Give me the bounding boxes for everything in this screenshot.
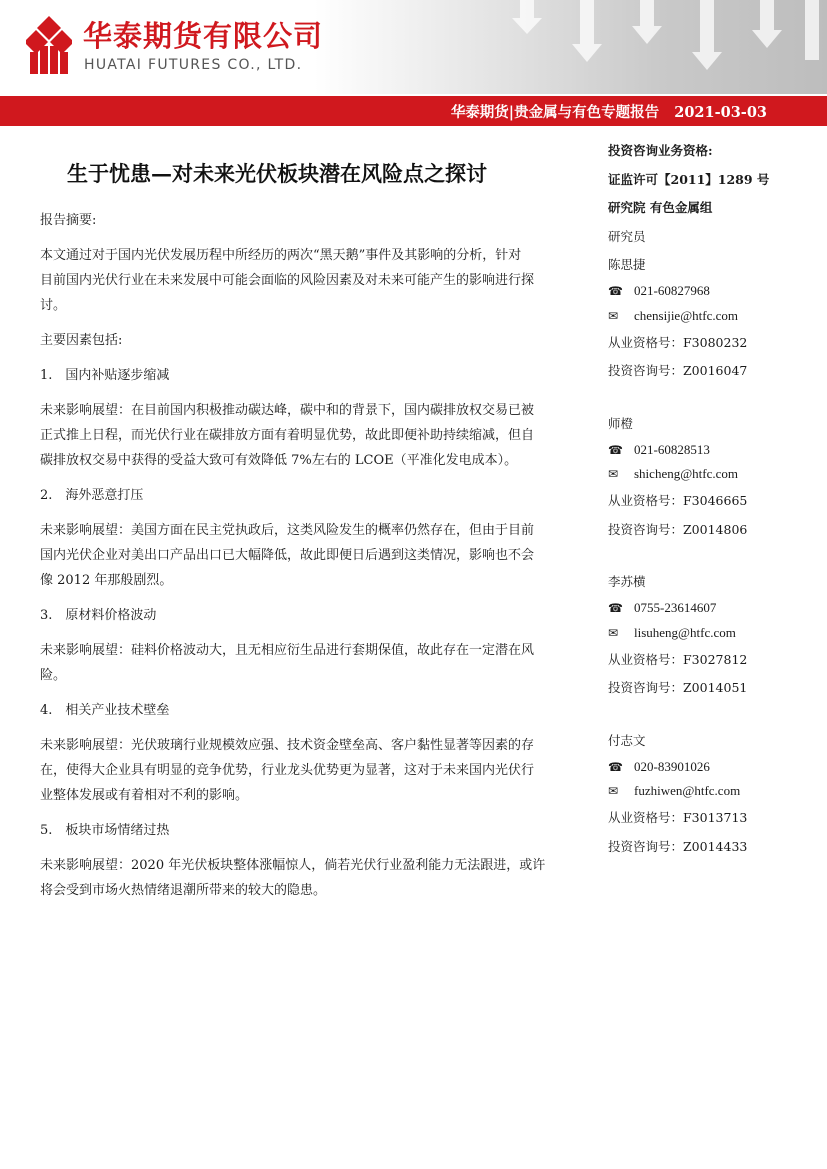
factors-label: 主要因素包括: — [40, 333, 123, 348]
analyst-email[interactable]: ✉ shicheng@htfc.com — [608, 466, 739, 481]
analyst-email[interactable]: ✉ chensijie@htfc.com — [608, 308, 739, 323]
section-line: 未来影响展望：在目前国内积极推动碳达峰，碳中和的背景下，国内碳排放权交易已被 — [40, 403, 535, 418]
analyst-phone: ☎ 021-60827968 — [608, 283, 710, 298]
section-line: 未来影响展望：硅料价格波动大，且无相应衍生品进行套期保值，故此存在一定潜在风 — [40, 643, 535, 658]
report-body — [40, 208, 595, 903]
analyst-name: 李苏横 — [608, 574, 646, 589]
report-date: 2021-03-03 — [674, 104, 767, 121]
analyst-email[interactable]: ✉ fuzhiwen@htfc.com — [608, 783, 741, 798]
section-line: 国内光伏企业对美出口产品出口已大幅降低，故此即便日后遇到这类情况，影响也不会 — [40, 548, 535, 563]
section-heading: 4. 相关产业技术壁垒 — [40, 703, 170, 718]
analyst-name: 师橙 — [608, 416, 634, 431]
phone-icon: ☎ — [608, 601, 623, 615]
analyst-cert: 从业资格号：F3046665 — [608, 493, 748, 508]
mail-icon: ✉ — [608, 626, 619, 640]
mail-icon: ✉ — [608, 784, 619, 798]
analyst-cert: 从业资格号：F3080232 — [608, 335, 748, 350]
analyst-consult: 投资咨询号：Z0016047 — [608, 363, 748, 378]
section-heading: 1. 国内补贴逐步缩减 — [40, 368, 170, 383]
company-name-cn: 华泰期货有限公司 — [83, 19, 324, 53]
section-line: 正式推上日程，而光伏行业在碳排放方面有着明显优势，故此即便补助持续缩减，但自 — [40, 428, 535, 443]
section-heading: 3. 原材料价格波动 — [40, 608, 157, 623]
phone-icon: ☎ — [608, 443, 623, 457]
analyst-email[interactable]: ✉ lisuheng@htfc.com — [608, 625, 736, 640]
analyst-phone: ☎ 020-83901026 — [608, 759, 710, 774]
section-heading: 5. 板块市场情绪过热 — [40, 823, 170, 838]
analyst-consult: 投资咨询号：Z0014051 — [608, 680, 748, 695]
company-name-en: HUATAI FUTURES CO., LTD. — [84, 57, 303, 73]
section-line: 碳排放权交易中获得的受益大致可有效降低 7%左右的 LCOE（平准化发电成本）。 — [40, 453, 518, 468]
intro-line: 本文通过对于国内光伏发展历程中所经历的两次“黑天鹅”事件及其影响的分析，针对 — [40, 248, 522, 263]
report-type-label — [451, 101, 767, 122]
report-category: 华泰期货|贵金属与有色专题报告 — [450, 104, 660, 121]
huatai-logo-icon — [26, 16, 72, 74]
section-line: 未来影响展望：光伏玻璃行业规模效应强、技术资金壁垒高、客户黏性显著等因素的存 — [40, 738, 535, 753]
phone-icon: ☎ — [608, 284, 623, 298]
analyst-name: 付志文 — [608, 733, 646, 748]
role-label: 研究员 — [608, 229, 646, 244]
license-number: 证监许可【2011】1289 号 — [608, 172, 770, 187]
section-line: 将会受到市场火热情绪退潮所带来的较大的隐患。 — [40, 883, 327, 898]
section-line: 未来影响展望：美国方面在民主党执政后，这类风险发生的概率仍然存在，但由于目前 — [40, 523, 535, 538]
analyst-consult: 投资咨询号：Z0014806 — [608, 522, 748, 537]
analyst-phone: ☎ 021-60828513 — [608, 442, 710, 457]
qualification-title: 投资咨询业务资格: — [608, 143, 713, 158]
mail-icon: ✉ — [608, 467, 619, 481]
phone-icon: ☎ — [608, 760, 623, 774]
analyst-phone: ☎ 0755-23614607 — [608, 600, 717, 615]
report-type-bar — [0, 96, 827, 126]
report-title: 生于忧患—对未来光伏板块潜在风险点之探讨 — [67, 161, 487, 186]
analyst-consult: 投资咨询号：Z0014433 — [608, 839, 748, 854]
page-header — [0, 0, 827, 94]
analyst-cert: 从业资格号：F3027812 — [608, 652, 748, 667]
summary-label: 报告摘要: — [40, 213, 97, 228]
section-line: 像 2012 年那般剧烈。 — [40, 573, 173, 588]
section-heading: 2. 海外恶意打压 — [40, 488, 144, 503]
institute-name: 研究院 有色金属组 — [608, 200, 713, 215]
intro-line: 目前国内光伏行业在未来发展中可能会面临的风险因素及对未来可能产生的影响进行探 — [40, 273, 535, 288]
intro-line: 讨。 — [40, 298, 67, 313]
mail-icon: ✉ — [608, 309, 619, 323]
section-line: 业整体发展或有着相对不利的影响。 — [40, 788, 249, 803]
analyst-cert: 从业资格号：F3013713 — [608, 810, 748, 825]
section-line: 未来影响展望：2020 年光伏板块整体涨幅惊人，倘若光伏行业盈利能力无法跟进，或许 — [40, 858, 546, 873]
section-line: 在，使得大企业具有明显的竞争优势，行业龙头优势更为显著，这对于未来国内光伏行 — [40, 763, 535, 778]
analyst-name: 陈思捷 — [608, 257, 646, 272]
section-line: 险。 — [40, 668, 67, 683]
